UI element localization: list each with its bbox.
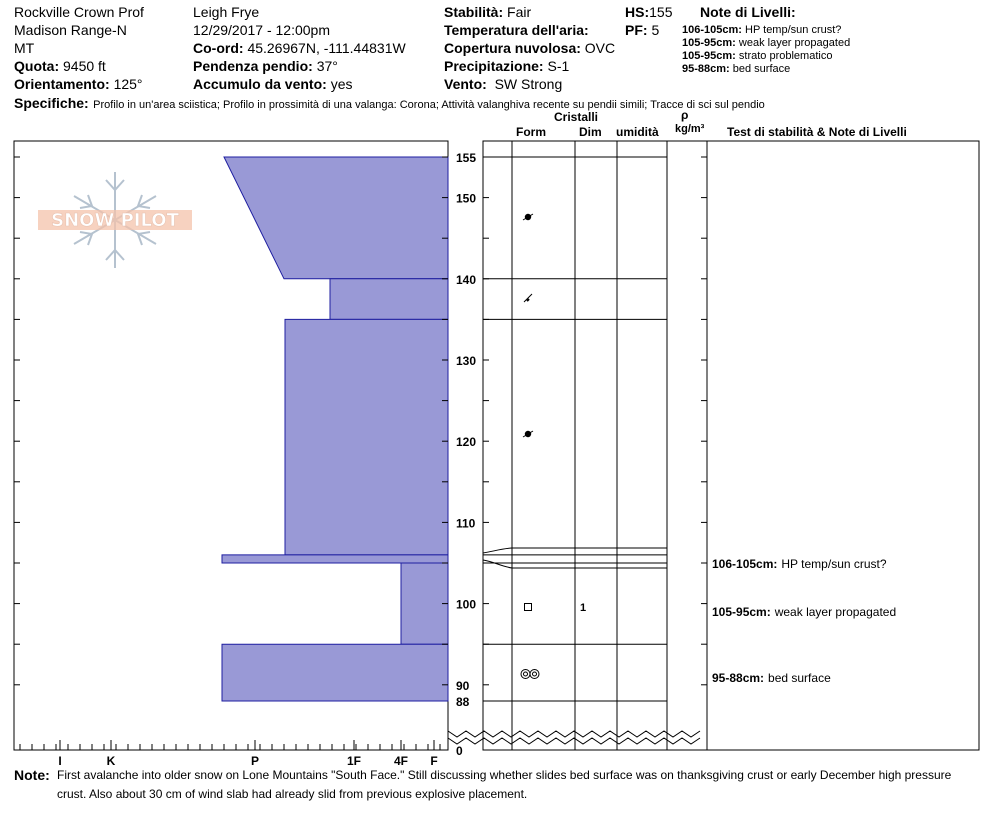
depth-tick-label: 120 (456, 435, 477, 450)
snowpilot-logo (38, 172, 192, 268)
hardness-tick-label: P (250, 754, 260, 768)
hardness-layer (222, 644, 448, 701)
depth-tick-label: 130 (456, 354, 477, 368)
hardness-tick-label: 1F (346, 754, 362, 768)
layer-note-label: 106-105cm: HP temp/sun crust? (712, 557, 887, 571)
depth-tick-label: 110 (456, 516, 476, 531)
hardness-tick-label: F (430, 754, 438, 768)
snow-height: HS:155 (625, 4, 673, 20)
layer-note-label: 105-95cm: weak layer propagated (712, 605, 897, 619)
hardness-tick-label: 4F (393, 754, 409, 768)
stability: Stabilità: Fair (444, 4, 532, 20)
elevation: Quota: 9450 ft (14, 58, 106, 74)
crystal-symbols (521, 214, 586, 679)
layer-connector (483, 548, 512, 568)
notes-line-2: crust. Also about 30 cm of wind slab had already slid from previous explosive placement. (57, 787, 528, 801)
wind: Vento: SW Strong (444, 76, 563, 92)
notes-line-1: First avalanche into older snow on Lone Mountains "South Face." Still discussing whether slides bed surface was on thanksgiving crust or early December high pressure (57, 768, 952, 782)
notes-label: Note: (14, 767, 50, 783)
decomposing-fragments-icon (524, 294, 532, 302)
state-name: MT (14, 40, 35, 56)
depth-tick-label: 150 (456, 191, 477, 206)
coordinates: Co-ord: 45.26967N, -111.44831W (193, 40, 406, 56)
moisture-header: umidità (616, 125, 659, 139)
layer-note: 105-95cm: weak layer propagated (682, 37, 851, 49)
cloud-cover: Copertura nuvolosa: OVC (444, 40, 616, 56)
layer-note: 106-105cm: HP temp/sun crust? (682, 24, 842, 36)
form-header: Form (516, 125, 546, 139)
wind-loading: Accumulo da vento: yes (193, 76, 353, 92)
crystal-size-label: 1 (580, 602, 587, 614)
rounded-grains-icon (523, 214, 533, 220)
precipitation: Precipitazione: S-1 (444, 58, 570, 74)
hardness-layers (222, 157, 448, 701)
notes-frame (707, 141, 979, 750)
specifics: Specifiche: Profilo in un'area sciistica; Profilo in prossimità di una valanga: Corona; Attività valanghiva recente su pendii simili; Tracce di sci sul pendio (14, 95, 765, 111)
depth-tick-label: 0 (456, 744, 463, 758)
depth-tick-label: 140 (456, 272, 477, 287)
hardness-tick-label: I (58, 754, 62, 768)
hardness-layer (285, 319, 448, 554)
depth-tick-label: 88 (456, 695, 470, 710)
crystal-frame (483, 141, 707, 750)
observation-datetime: 12/29/2017 - 12:00pm (193, 22, 330, 38)
slope-angle: Pendenza pendio: 37° (193, 58, 338, 74)
logo-text: SNOW PILOT (51, 210, 179, 231)
melt-forms-icon (521, 670, 539, 679)
hardness-tick-label: K (106, 754, 116, 768)
density-unit: kg/m³ (675, 123, 705, 135)
tests-header: Test di stabilità & Note di Livelli (727, 125, 907, 139)
observer-name: Leigh Frye (193, 4, 260, 20)
hardness-layer (222, 555, 448, 563)
pit-depth: PF: 5 (625, 22, 660, 38)
depth-tick-label: 155 (456, 151, 477, 165)
depth-tick-label: 90 (456, 678, 470, 693)
crystals-header: Cristalli (554, 110, 599, 124)
aspect: Orientamento: 125° (14, 76, 143, 92)
rho-symbol: ρ (681, 108, 689, 122)
depth-tick-label: 100 (456, 597, 477, 612)
hardness-layer (401, 563, 448, 644)
axis-break (448, 731, 700, 744)
size-header: Dim (579, 125, 602, 139)
layer-note: 95-88cm: bed surface (682, 63, 791, 75)
layer-notes-title: Note di Livelli: (700, 4, 796, 20)
layer-note-label: 95-88cm: bed surface (712, 671, 831, 685)
range-name: Madison Range-N (14, 22, 127, 38)
hardness-layer (330, 279, 448, 320)
hardness-axis (20, 740, 440, 768)
hardness-layer (224, 157, 448, 279)
air-temperature: Temperatura dell'aria: (444, 22, 589, 38)
layer-note: 105-95cm: strato problematico (682, 50, 833, 62)
rounded-grains-icon (523, 431, 533, 437)
site-name: Rockville Crown Prof (14, 4, 144, 20)
layer-note-labels (712, 557, 896, 685)
faceted-crystals-icon (525, 604, 532, 611)
